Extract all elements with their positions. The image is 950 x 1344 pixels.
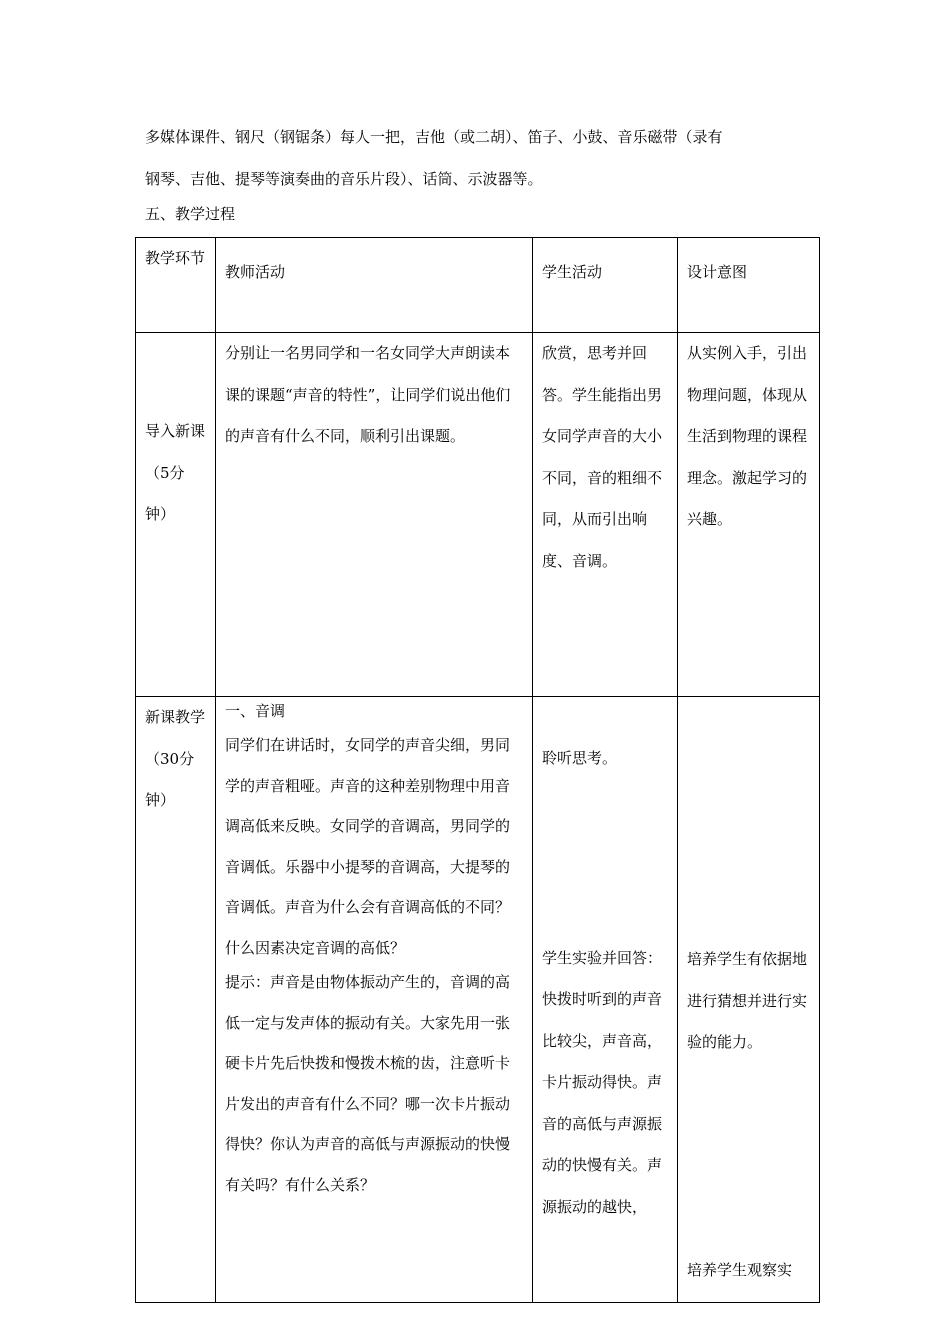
header-stage: 教学环节 — [136, 238, 216, 333]
materials-paragraph — [145, 116, 815, 200]
student-activity-cell — [533, 697, 678, 1303]
table-row — [136, 333, 820, 697]
design-intent-cell: 从实例入手，引出物理问题，体现从生活到物理的课程理念。激起学习的兴趣。 — [678, 333, 820, 697]
intent-text-1: 培养学生有依据地进行猜想并进行实验的能力。 — [687, 950, 808, 1051]
section-heading: 五、教学过程 — [145, 205, 236, 223]
table-header-row — [136, 238, 820, 333]
stage-cell: 导入新课（5分钟） — [136, 333, 216, 697]
header-teacher-activity: 教师活动 — [216, 238, 533, 333]
teacher-paragraph-1: 同学们在讲话时，女同学的声音尖细，男同学的声音粗哑。声音的这种差别物理中用音调高低来反映。女同学的音调高，男同学的音调低。乐器中小提琴的音调高，大提琴的音调低。声音为什么会有音调高低的不同？什么因素决定音调的高低？ — [225, 736, 511, 957]
teaching-process-table — [135, 237, 820, 1303]
teacher-hint-text: 提示：声音是由物体振动产生的，音调的高低一定与发声体的振动有关。大家先用一张硬卡片先后快拨和慢拨木梳的齿，注意听卡片发出的声音有什么不同？哪一次卡片振动得快？你认为声音的高低与声源振动的快慢有关吗？有什么关系？ — [225, 973, 511, 1194]
teacher-paragraph-2 — [225, 962, 523, 1205]
materials-line-2: 钢琴、吉他、提琴等演奏曲的音乐片段）、话筒、示波器等。 — [145, 170, 543, 188]
teacher-section-heading: 一、音调 — [225, 702, 286, 720]
design-intent-cell — [678, 697, 820, 1303]
teacher-activity-cell — [216, 697, 533, 1303]
intent-text-2: 培养学生观察实 — [687, 1260, 793, 1279]
header-design-intent: 设计意图 — [678, 238, 820, 333]
student-activity-cell: 欣赏，思考并回答。学生能指出男女同学声音的大小不同，音的粗细不同，从而引出响度、音调。 — [533, 333, 678, 697]
materials-line-1: 多媒体课件、钢尺（钢锯条）每人一把，吉他（或二胡）、笛子、小鼓、音乐磁带（录有 — [145, 128, 723, 146]
header-student-activity: 学生活动 — [533, 238, 678, 333]
teacher-activity-cell: 分别让一名男同学和一名女同学大声朗读本课的课题“声音的特性”，让同学们说出他们的声音有什么不同，顺利引出课题。 — [216, 333, 533, 697]
stage-cell: 新课教学（30分钟） — [136, 697, 216, 1303]
student-experiment-text: 学生实验并回答：快拨时听到的声音比较尖，声音高，卡片振动得快。声音的高低与声源振动的快慢有关。声源振动的越快， — [542, 948, 663, 1216]
table-row — [136, 697, 820, 1303]
student-listen-text: 聆听思考。 — [542, 749, 618, 767]
